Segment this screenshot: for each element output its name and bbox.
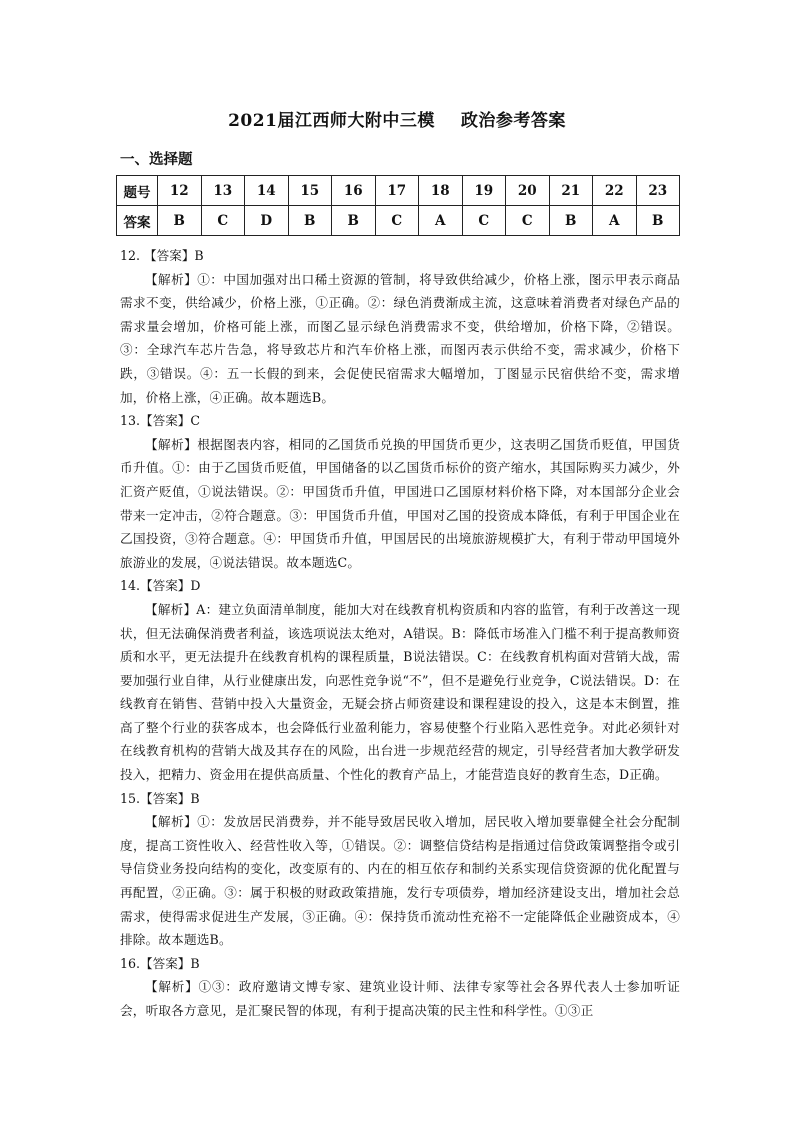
table-cell: 13 <box>201 176 245 206</box>
table-cell: 17 <box>375 176 419 206</box>
table-cell: A <box>593 206 637 236</box>
table-row-answers <box>117 206 680 236</box>
title-subject: 政治参考答案 <box>460 111 566 131</box>
answer-heading-15: 15.【答案】B <box>120 790 200 806</box>
table-cell: B <box>549 206 593 236</box>
table-cell: 23 <box>636 176 680 206</box>
table-cell: 16 <box>332 176 376 206</box>
analysis-13: 【解析】根据图表内容，相同的乙国货币兑换的甲国货币更少，这表明乙国货币贬值，甲国货币升值。①：由于乙国货币贬值，甲国储备的以乙国货币标价的资产缩水，其国际购买力减少，外汇资产贬值，①说法错误。②：甲国货币升值，甲国进口乙国原材料价格下降，对本国部分企业会带来一定冲击，②符合题意。③：甲国货币升值，甲国对乙国的投资成本降低，有利于甲国企业在乙国投资，③符合题意。④：甲国货币升值，甲国居民的出境旅游规模扩大，有利于带动甲国境外旅游业的发展，④说法错误。故本题选C。 <box>120 436 680 570</box>
table-cell: 21 <box>549 176 593 206</box>
table-cell: 22 <box>593 176 637 206</box>
row-header-number: 题号 <box>117 176 158 206</box>
answer-heading-13: 13.【答案】C <box>120 413 201 429</box>
answer-heading-14: 14.【答案】D <box>120 578 201 594</box>
table-cell: B <box>288 206 332 236</box>
answer-heading-12: 12. 【答案】B <box>120 248 204 263</box>
table-cell: C <box>506 206 550 236</box>
table-cell: 20 <box>506 176 550 206</box>
section-heading: 一、选择题 <box>120 151 193 168</box>
analysis-14: 【解析】A：建立负面清单制度，能加大对在线教育机构资质和内容的监管，有利于改善这一现状，但无法确保消费者利益，该选项说法太绝对，A错误。B：降低市场准入门槛不利于提高教师资质和水平，更无法提升在线教育机构的课程质量，B说法错误。C：在线教育机构面对营销大战，需要加强行业自律，从行业健康出发，向恶性竞争说“不”，但不是避免行业竞争，C说法错误。D：在线教育在销售、营销中投入大量资金，无疑会挤占师资建设和课程建设的投入，这是本末倒置，推高了整个行业的获客成本，也会降低行业盈利能力，容易使整个行业陷入恶性竞争。对此必须针对在线教育机构的营销大战及其存在的风险，出台进一步规范经营的规定，引导经营者加大教学研发投入，把精力、资金用在提供高质量、个性化的教育产品上，才能营造良好的教育生态，D正确。 <box>120 601 680 783</box>
analysis-16: 【解析】①③：政府邀请文博专家、建筑业设计师、法律专家等社会各界代表人士参加听证会，听取各方意见，是汇聚民智的体现，有利于提高决策的民主性和科学性。①③正 <box>120 979 680 1018</box>
answer-explanations <box>120 244 680 1023</box>
table-cell: B <box>158 206 202 236</box>
table-cell: C <box>462 206 506 236</box>
table-cell: 12 <box>158 176 202 206</box>
answer-heading-16: 16.【答案】B <box>120 955 200 971</box>
analysis-12: 【解析】①：中国加强对出口稀土资源的管制，将导致供给减少，价格上涨，图示甲表示商品需求不变，供给减少，价格上涨，①正确。②：绿色消费渐成主流，这意味着消费者对绿色产品的需求量会增加，价格可能上涨，而图乙显示绿色消费需求不变，供给增加，价格下降，②错误。③：全球汽车芯片告急，将导致芯片和汽车价格上涨，而图丙表示供给不变，需求减少，价格下跌，③错误。④：五一长假的到来，会促使民宿需求大幅增加，丁图显示民宿供给不变，需求增加，价格上涨，④正确。故本题选B。 <box>120 271 680 405</box>
row-header-answer: 答案 <box>117 206 158 236</box>
table-cell: 19 <box>462 176 506 206</box>
answer-table <box>116 175 680 236</box>
table-cell: B <box>636 206 680 236</box>
table-cell: B <box>332 206 376 236</box>
table-cell: C <box>201 206 245 236</box>
page-title <box>0 106 794 131</box>
table-cell: 14 <box>245 176 289 206</box>
analysis-15: 【解析】①：发放居民消费券，并不能导致居民收入增加，居民收入增加要靠健全社会分配制度，提高工资性收入、经营性收入等，①错误。②：调整信贷结构是指通过信贷政策调整指令或引导信贷业务投向结构的变化，改变原有的、内在的相互依存和制约关系实现信贷资源的优化配置与再配置，②正确。③：属于积极的财政政策措施，发行专项债券，增加经济建设支出，增加社会总需求，使得需求促进生产发展，③正确。④：保持货币流动性充裕不一定能降低企业融资成本，④排除。故本题选B。 <box>120 814 680 948</box>
table-row-numbers <box>117 176 680 206</box>
table-cell: A <box>419 206 463 236</box>
table-cell: 15 <box>288 176 332 206</box>
table-cell: C <box>375 206 419 236</box>
table-cell: 18 <box>419 176 463 206</box>
table-cell: D <box>245 206 289 236</box>
title-main: 2021届江西师大附中三模 <box>228 111 435 131</box>
